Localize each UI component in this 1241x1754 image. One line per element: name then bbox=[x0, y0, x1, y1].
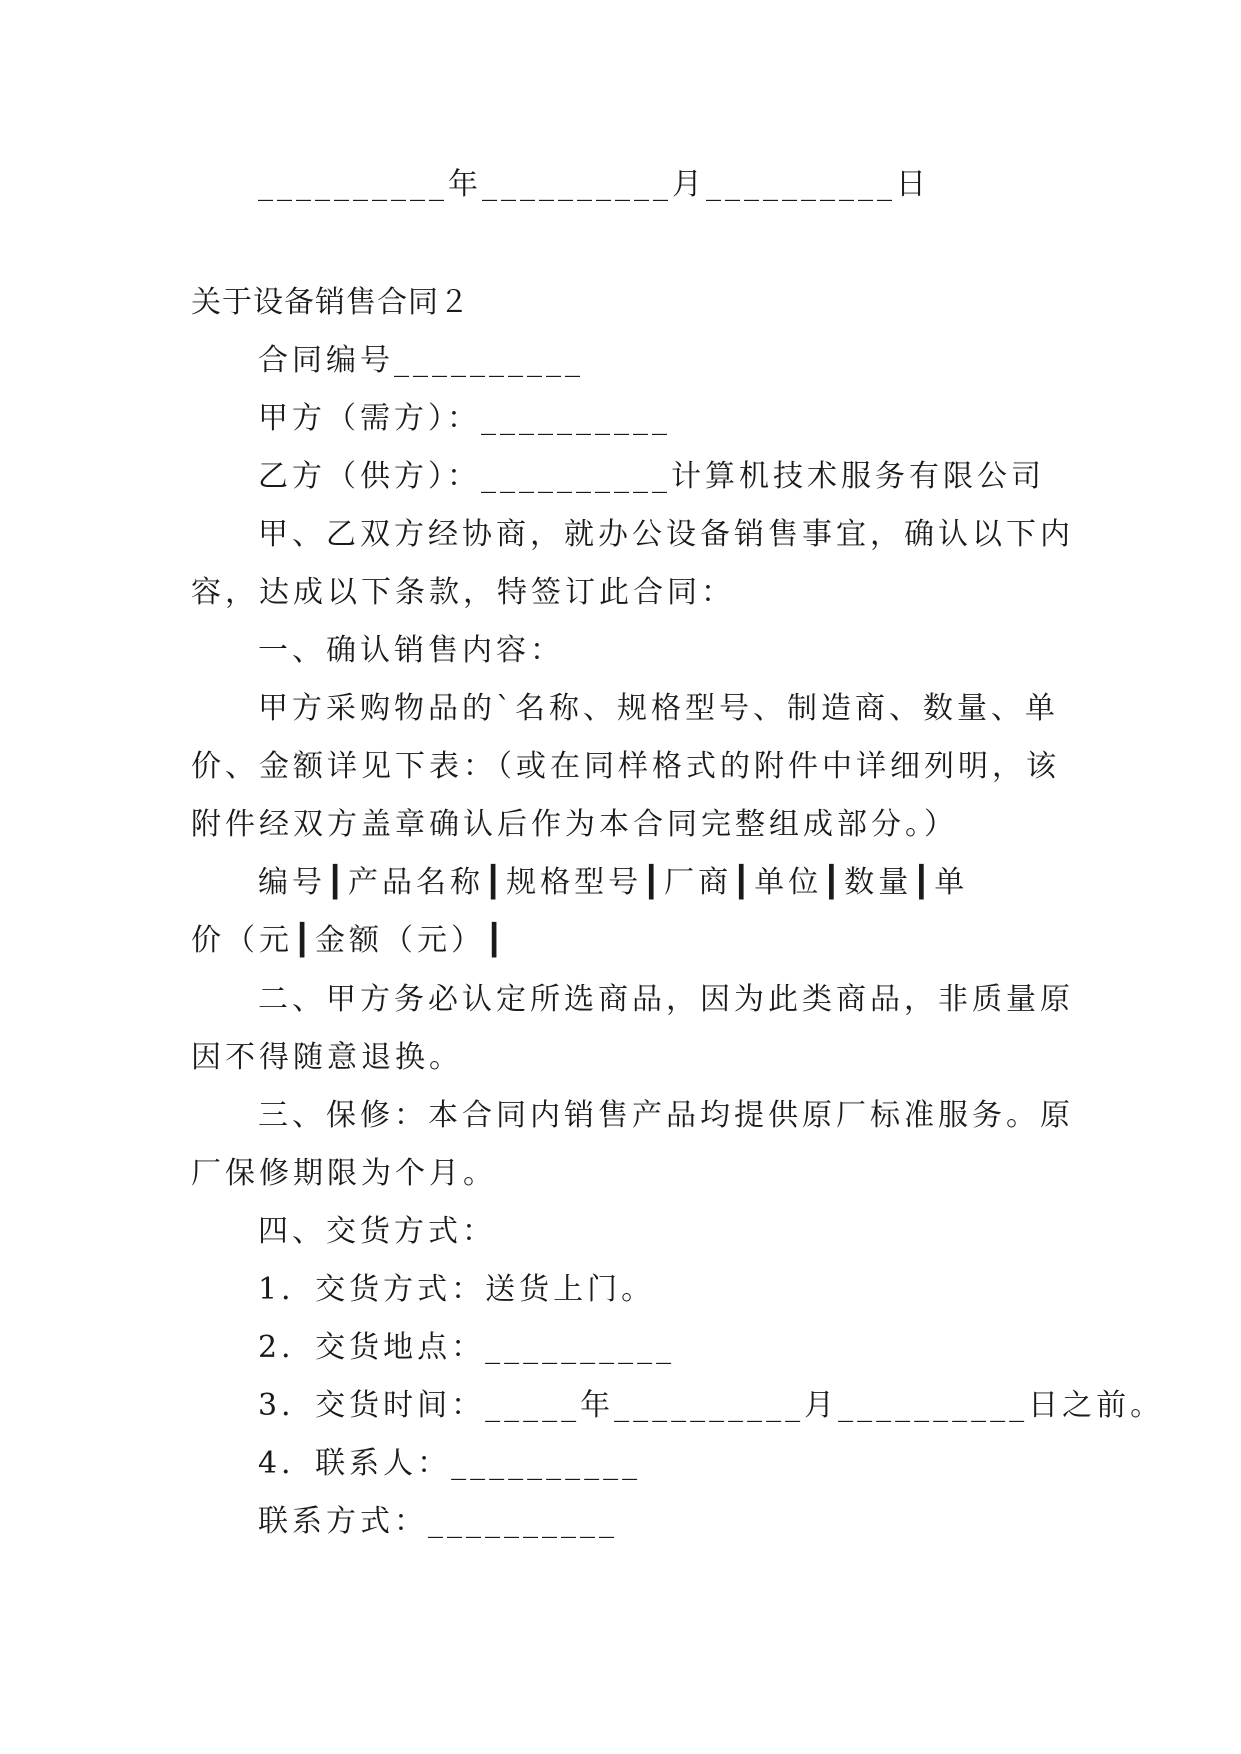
section-2-line-2: 因不得随意退换。 bbox=[191, 1040, 463, 1075]
section-3-line-2: 厂保修期限为个月。 bbox=[191, 1156, 497, 1191]
delivery-time-item: 3．交货时间：_____年__________月__________日之前。 bbox=[258, 1388, 1165, 1423]
signature-date-line: __________年__________月__________日 bbox=[258, 167, 930, 202]
contract-title: 关于设备销售合同２ bbox=[191, 285, 470, 320]
contact-method-item: 联系方式：__________ bbox=[258, 1504, 618, 1539]
contract-number-line: 合同编号__________ bbox=[258, 343, 584, 378]
section-1-paragraph-line-2: 价、金额详见下表：（或在同样格式的附件中详细列明，该 bbox=[191, 749, 1060, 784]
section-4-heading: 四、交货方式： bbox=[258, 1214, 496, 1249]
party-b-line: 乙方（供方）：__________计算机技术服务有限公司 bbox=[258, 459, 1045, 494]
party-a-line: 甲方（需方）：__________ bbox=[258, 401, 671, 436]
contact-person-item: 4．联系人：__________ bbox=[258, 1446, 642, 1481]
section-3-line-1: 三、保修：本合同内销售产品均提供原厂标准服务。原 bbox=[258, 1098, 1074, 1133]
section-1-paragraph-line-1: 甲方采购物品的`名称、规格型号、制造商、数量、单 bbox=[258, 691, 1059, 726]
section-1-paragraph-line-3: 附件经双方盖章确认后作为本合同完整组成部分。） bbox=[191, 807, 958, 842]
intro-paragraph-line-2: 容，达成以下条款，特签订此合同： bbox=[191, 575, 735, 610]
delivery-method-item: 1．交货方式：送货上门。 bbox=[258, 1272, 656, 1307]
section-2-line-1: 二、甲方务必认定所选商品，因为此类商品，非质量原 bbox=[258, 982, 1074, 1017]
section-1-heading: 一、确认销售内容： bbox=[258, 633, 564, 668]
table-header-line-1: 编号┃产品名称┃规格型号┃厂商┃单位┃数量┃单 bbox=[258, 865, 969, 900]
delivery-location-item: 2．交货地点：__________ bbox=[258, 1330, 676, 1365]
table-header-line-2: 价（元┃金额（元）┃ bbox=[191, 923, 508, 958]
intro-paragraph-line-1: 甲、乙双方经协商，就办公设备销售事宜，确认以下内 bbox=[258, 517, 1074, 552]
